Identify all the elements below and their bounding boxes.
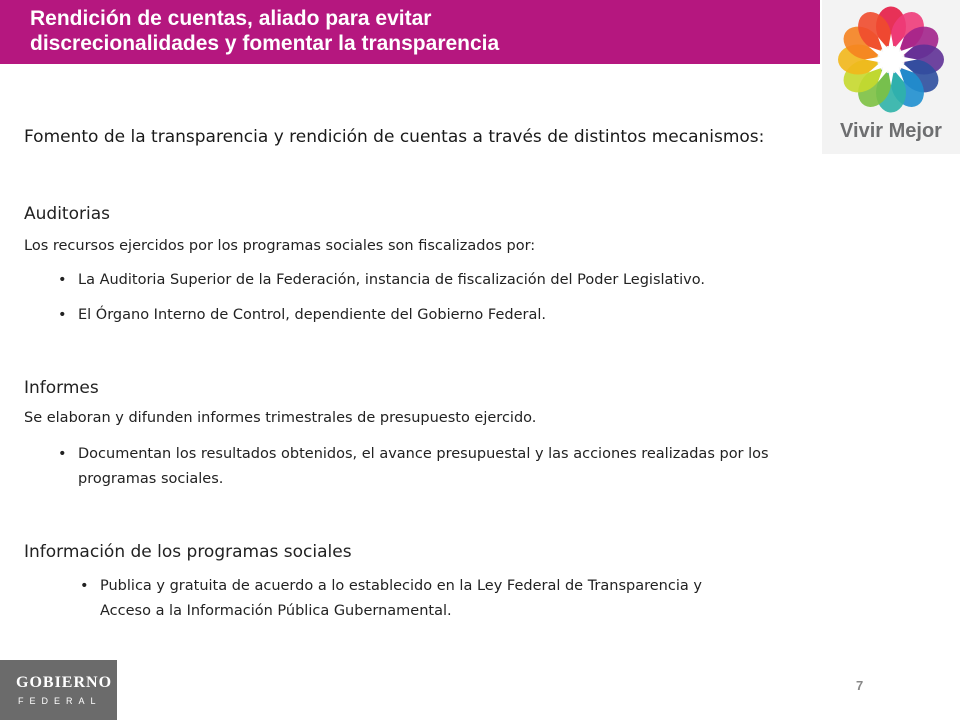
title-bar: [0, 0, 820, 64]
bullet-documentan: • Documentan los resultados obtenidos, el avance presupuestal y las acciones realizadas por los programas sociales.: [78, 442, 778, 492]
heading-informes: Informes: [24, 378, 99, 398]
federal-text: FEDERAL: [18, 696, 102, 706]
slide-title: Rendición de cuentas, aliado para evitar discrecionalidades y fomentar la transparencia: [30, 7, 500, 55]
body-auditorias: Los recursos ejercidos por los programas sociales son fiscalizados por:: [24, 238, 536, 254]
flower-logo-icon: [836, 2, 946, 117]
vivir-mejor-logo: [822, 0, 960, 154]
intro-text: Fomento de la transparencia y rendición de cuentas a través de distintos mecanismos:: [24, 127, 765, 147]
body-informes: Se elaboran y difunden informes trimestrales de presupuesto ejercido.: [24, 410, 537, 426]
page-number: 7: [856, 678, 864, 693]
gobierno-federal-logo: [0, 660, 117, 720]
bullet-auditoria-superior: • La Auditoria Superior de la Federación, instancia de fiscalización del Poder Legislativo.: [78, 268, 838, 293]
heading-auditorias: Auditorias: [24, 204, 110, 224]
heading-informacion: Información de los programas sociales: [24, 542, 352, 562]
bullet-publica: • Publica y gratuita de acuerdo a lo establecido en la Ley Federal de Transparencia y Acceso a la Información Pública Gubernamental.: [100, 574, 740, 624]
logo-text: Vivir Mejor: [840, 120, 942, 142]
gobierno-text: GOBIERNO: [16, 674, 113, 691]
bullet-organo-interno: • El Órgano Interno de Control, dependiente del Gobierno Federal.: [78, 303, 838, 328]
